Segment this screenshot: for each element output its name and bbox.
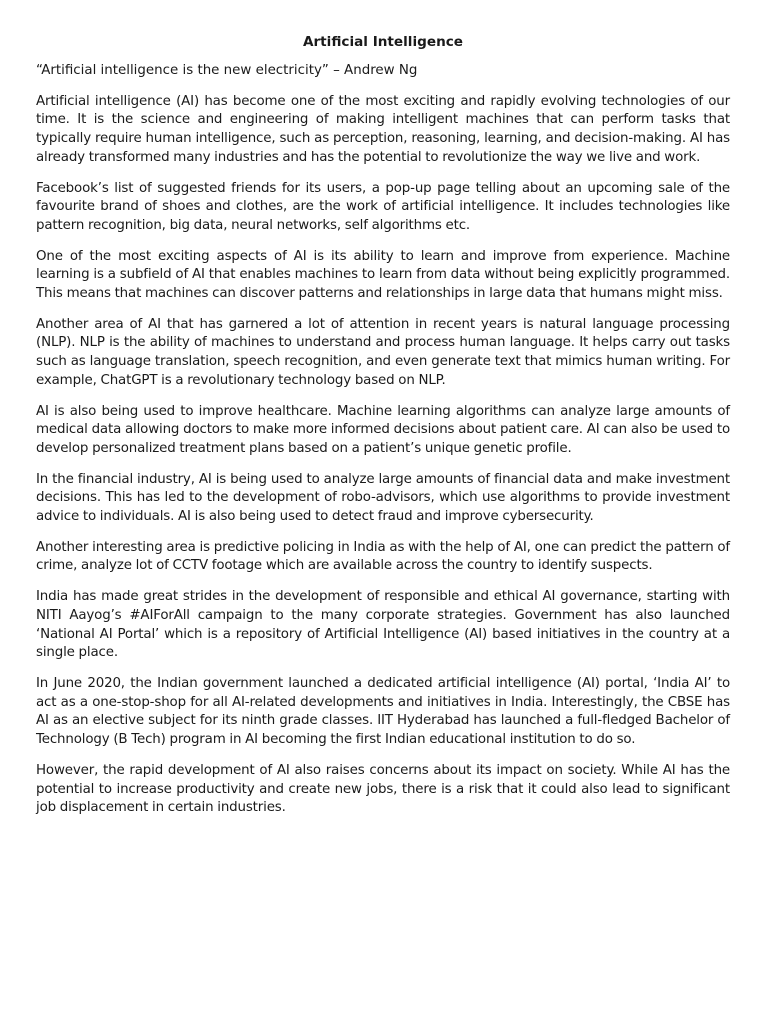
paragraph-machine-learning: One of the most exciting aspects of AI is its ability to learn and improve from experience. Machine learning is a subfield of AI that enables machines to learn from data without being explicitly programmed. This means that machines can discover patterns and relationships in large data that humans might miss.: [36, 248, 730, 302]
paragraph-intro: Artificial intelligence (AI) has become one of the most exciting and rapidly evolving technologies of our time. It is the science and engineering of making intelligent machines that can perform tasks that typically require human intelligence, such as perception, reasoning, learning, and decision-making. AI has already transformed many industries and has the potential to revolutionize the way we live and work.: [36, 93, 730, 165]
paragraph-facebook: Facebook’s list of suggested friends for its users, a pop-up page telling about an upcoming sale of the favourite brand of shoes and clothes, are the work of artificial intelligence. It includes technologies like pattern recognition, big data, neural networks, self algorithms etc.: [36, 180, 730, 233]
paragraph-finance: In the financial industry, AI is being used to analyze large amounts of financial data and make investment decisions. This has led to the development of robo-advisors, which use algorithms to provide investment advice to individuals. AI is also being used to detect fraud and improve cybersecurity.: [36, 471, 730, 525]
paragraph-india-ai-portal: In June 2020, the Indian government launched a dedicated artificial intelligence (AI) portal, ‘India AI’ to act as a one-stop-shop for all AI-related developments and initiatives in India. Interestingly, the CBSE has AI as an elective subject for its ninth grade classes. IIT Hyderabad has launched a full-fledged Bachelor of Technology (B Tech) program in AI becoming the first Indian educational institution to do so.: [36, 675, 730, 748]
paragraph-healthcare: AI is also being used to improve healthcare. Machine learning algorithms can analyze large amounts of medical data allowing doctors to make more informed decisions about patient care. AI can also be used to develop personalized treatment plans based on a patient’s unique genetic profile.: [36, 403, 730, 456]
paragraph-concerns: However, the rapid development of AI also raises concerns about its impact on society. While AI has the potential to increase productivity and create new jobs, there is a risk that it could also lead to significant job displacement in certain industries.: [36, 762, 730, 816]
paragraph-policing: Another interesting area is predictive policing in India as with the help of AI, one can predict the pattern of crime, analyze lot of CCTV footage which are available across the country to identify suspects.: [36, 539, 730, 574]
document-title: Artificial Intelligence: [302, 34, 464, 50]
document-page: [36, 30, 730, 830]
epigraph-quote: “Artificial intelligence is the new electricity” – Andrew Ng: [36, 63, 418, 78]
paragraph-nlp: Another area of AI that has garnered a lot of attention in recent years is natural language processing (NLP). NLP is the ability of machines to understand and process human language. It helps carry out tasks such as language translation, speech recognition, and even generate text that mimics human writing. For example, ChatGPT is a revolutionary technology based on NLP.: [36, 316, 730, 388]
paragraph-governance: India has made great strides in the development of responsible and ethical AI governance, starting with NITI Aayog’s #AIForAll campaign to the many corporate strategies. Government has also launched ‘National AI Portal’ which is a repository of Artificial Intelligence (AI) based initiatives in the country at a single place.: [36, 589, 730, 661]
